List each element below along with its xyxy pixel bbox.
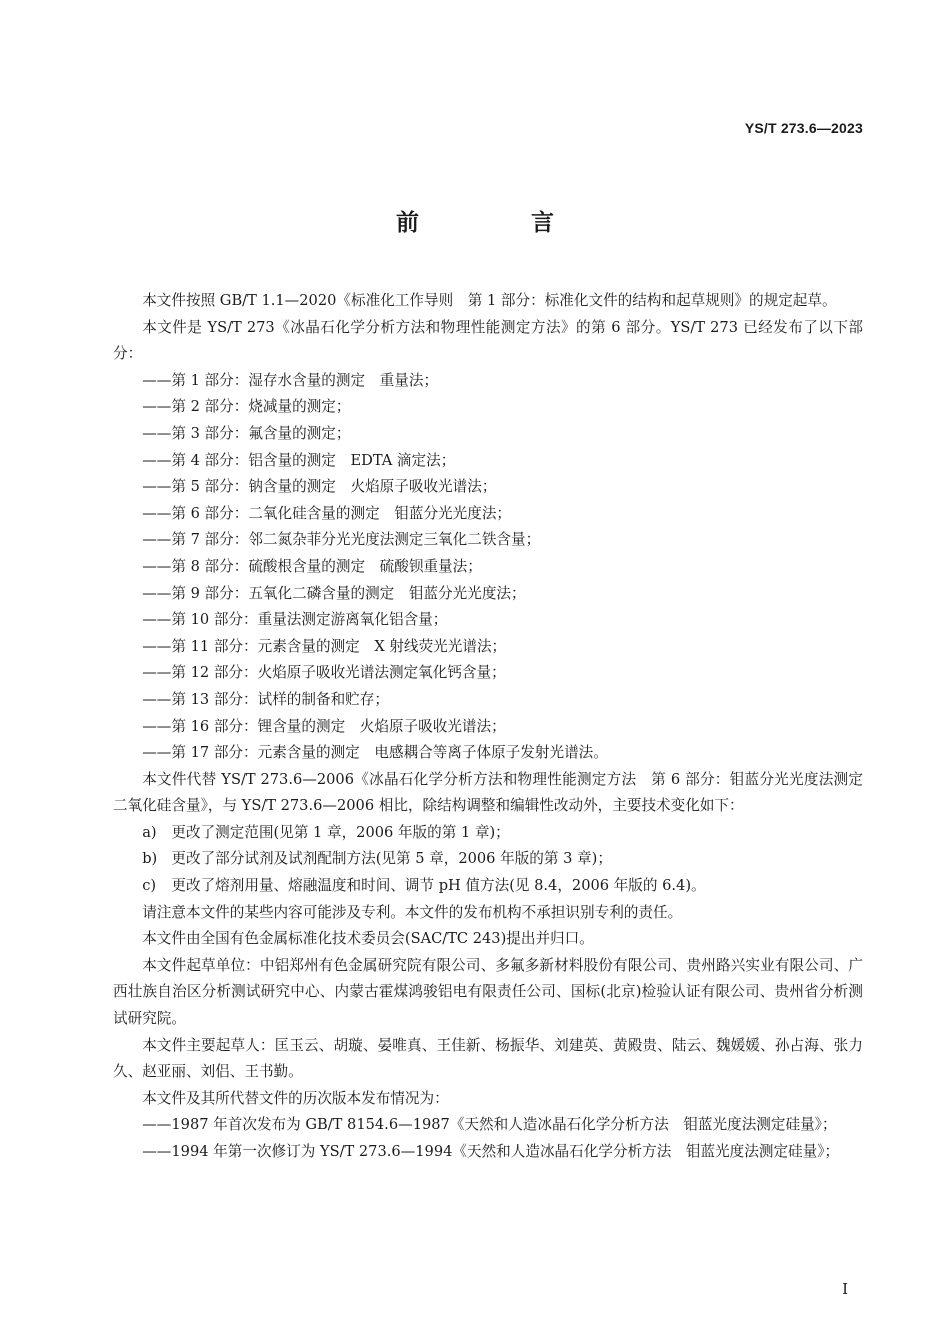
list-item: ——1994 年第一次修订为 YS/T 273.6—1994《天然和人造冰晶石化学分析方法 钼蓝光度法测定硅量》；	[142, 1143, 840, 1160]
list-item: ——第 17 部分：元素含量的测定 电感耦合等离子体原子发射光谱法。	[142, 744, 608, 762]
list-item: ——1987 年首次发布为 GB/T 8154.6—1987《天然和人造冰晶石化学分析方法 钼蓝光度法测定硅量》；	[142, 1116, 837, 1134]
page-number: I	[842, 1280, 848, 1298]
changes-list	[113, 820, 863, 900]
history-list	[113, 1112, 863, 1165]
list-item: ——第 3 部分：氟含量的测定；	[142, 424, 351, 442]
history-intro-paragraph: 本文件及其所代替文件的历次版本发布情况为：	[142, 1089, 449, 1107]
list-item: ——第 6 部分：二氧化硅含量的测定 钼蓝分光光度法；	[142, 504, 512, 522]
list-item-text: 更改了测定范围(见第 1 章，2006 年版的第 1 章)；	[171, 823, 510, 841]
list-item	[113, 846, 863, 873]
page-title: 前 言	[395, 210, 606, 236]
intro-paragraph-2: 本文件是 YS/T 273《冰晶石化学分析方法和物理性能测定方法》的第 6 部分。YS/T 273 已经发布了以下部分：	[113, 318, 863, 363]
list-item: ——第 1 部分：湿存水含量的测定 重量法；	[142, 371, 439, 389]
list-item: ——第 12 部分：火焰原子吸收光谱法测定氧化钙含量；	[142, 664, 506, 682]
list-item: ——第 5 部分：钠含量的测定 火焰原子吸收光谱法；	[142, 478, 497, 496]
list-item: ——第 2 部分：烧减量的测定；	[142, 398, 351, 416]
drafters-paragraph: 本文件主要起草人：匡玉云、胡璇、晏唯真、王佳新、杨振华、刘建英、黄殿贵、陆云、魏媛媛、孙占海、张力久、赵亚丽、刘侣、王书勤。	[113, 1036, 863, 1081]
drafting-units-paragraph: 本文件起草单位：中铝郑州有色金属研究院有限公司、多氟多新材料股份有限公司、贵州路兴实业有限公司、广西壮族自治区分析测试研究中心、内蒙古霍煤鸿骏铝电有限责任公司、国标(北京)检验认证有限公司、贵州省分析测试研究院。	[113, 956, 863, 1028]
list-item: ——第 4 部分：铝含量的测定 EDTA 滴定法；	[142, 451, 456, 469]
document-body	[113, 288, 863, 1166]
parts-list	[113, 368, 863, 767]
list-item	[113, 873, 863, 900]
list-item-label: a)	[142, 823, 157, 841]
list-item-label: b)	[142, 850, 158, 868]
list-item: ——第 8 部分：硫酸根含量的测定 硫酸钡重量法；	[142, 557, 482, 575]
committee-paragraph: 本文件由全国有色金属标准化技术委员会(SAC/TC 243)提出并归口。	[142, 930, 594, 948]
list-item	[113, 820, 863, 847]
list-item-text: 更改了熔剂用量、熔融温度和时间、调节 pH 值方法(见 8.4，2006 年版的 6.4)。	[171, 877, 706, 895]
list-item: ——第 10 部分：重量法测定游离氧化铝含量；	[142, 611, 448, 629]
replacement-paragraph: 本文件代替 YS/T 273.6—2006《冰晶石化学分析方法和物理性能测定方法 第 6 部分：钼蓝分光光度法测定二氧化硅含量》，与 YS/T 273.6—2006 相比，除结构调整和编辑性改动外，主要技术变化如下：	[113, 770, 863, 815]
list-item-label: c)	[142, 877, 157, 895]
patent-paragraph: 请注意本文件的某些内容可能涉及专利。本文件的发布机构不承担识别专利的责任。	[142, 903, 683, 921]
intro-paragraph-1: 本文件按照 GB/T 1.1—2020《标准化工作导则 第 1 部分：标准化文件的结构和起草规则》的规定起草。	[142, 292, 837, 309]
list-item: ——第 9 部分：五氧化二磷含量的测定 钼蓝分光光度法；	[142, 584, 526, 602]
list-item: ——第 16 部分：锂含量的测定 火焰原子吸收光谱法；	[142, 717, 506, 735]
list-item: ——第 13 部分：试样的制备和贮存；	[142, 690, 389, 708]
document-code: YS/T 273.6—2023	[744, 120, 863, 136]
list-item: ——第 11 部分：元素含量的测定 X 射线荧光光谱法；	[142, 637, 507, 655]
list-item-text: 更改了部分试剂及试剂配制方法(见第 5 章，2006 年版的第 3 章)；	[171, 850, 612, 868]
list-item: ——第 7 部分：邻二氮杂菲分光光度法测定三氧化二铁含量；	[142, 531, 541, 549]
